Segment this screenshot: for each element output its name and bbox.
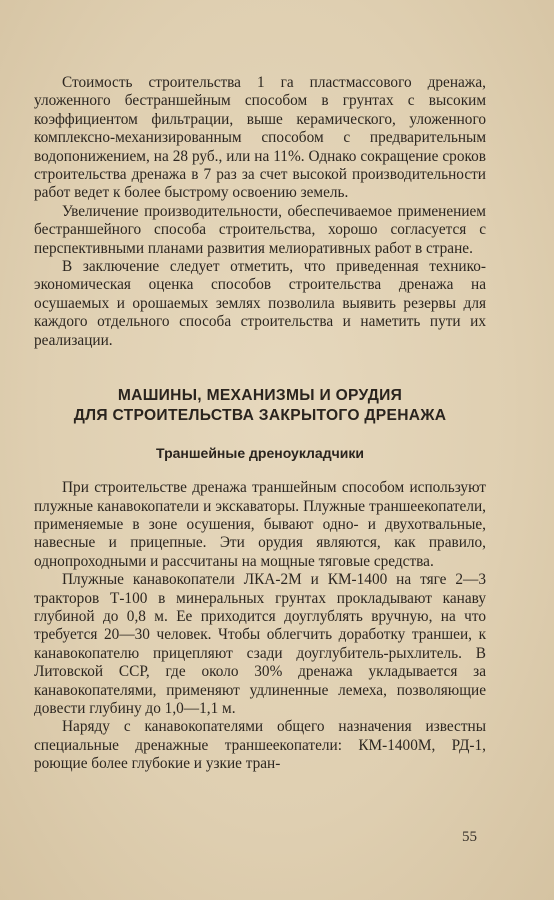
section-heading-line-1: МАШИНЫ, МЕХАНИЗМЫ И ОРУДИЯ: [117, 387, 403, 405]
paragraph-special-trenchers: Наряду с канавокопателями общего назначения известны специальные дренажные траншеекопатели: КМ-1400М, РД-1, роющие более глубокие и узкие тран-: [34, 718, 486, 773]
section-heading-line-2: ДЛЯ СТРОИТЕЛЬСТВА ЗАКРЫТОГО ДРЕНАЖА: [73, 407, 447, 425]
subsection-spacer-bottom: [34, 462, 486, 479]
paragraph-trench-method: При строительстве дренажа траншейным способом используют плужные канавокопатели и экскаваторы. Плужные траншеекопатели, применяемые в зоне осушения, бывают одно- и двухотвальные, навесные и прицепные. Эти орудия являются, как правило, однопроходными и рассчитаны на мощные тяговые средства.: [34, 479, 486, 570]
paragraph-conclusion: В заключение следует отметить, что приведенная технико-экономическая оценка способов строительства дренажа на осушаемых и орошаемых землях позволила выявить резервы для каждого отдельного способа строительства и наметить пути их реализации.: [34, 258, 486, 349]
paragraph-productivity: Увеличение производительности, обеспечиваемое применением бестраншейного способа строительства, хорошо согласуется с перспективными планами развития мелиоративных работ в стране.: [34, 202, 486, 257]
section-heading: [34, 386, 486, 426]
text-column: [34, 74, 486, 774]
paragraph-ditchers: Плужные канавокопатели ЛКА-2М и КМ-1400 на тяге 2—3 тракторов Т-100 в минеральных грунтах прокладывают канаву глубиной до 0,8 м. Ее приходится доуглублять вручную, на что требуется 20—30 человек. Чтобы облегчить доработку траншеи, к канавокопателю прицепляют сзади доуглубитель-рыхлитель. В Литовской ССР, где около 30% дренажа укладывается за канавокопателями, применяют удлиненные лемеха, позволяющие довести глубину до 1,0—1,1 м.: [34, 571, 486, 717]
page-number: 55: [462, 829, 477, 845]
subsection-heading: Траншейные дреноукладчики: [156, 445, 364, 462]
section-spacer: [34, 350, 486, 386]
paragraph-cost: Стоимость строительства 1 га пластмассового дренажа, уложенного бестраншейным способом в грунтах с высоким коэффициентом фильтрации, выше керамического, уложенного комплексно-механизированным способом с предварительным водопонижением, на 28 руб., или на 11%. Однако сокращение сроков строительства дренажа в 7 раз за счет высокой производительности работ ведет к более быстрому освоению земель.: [34, 74, 486, 202]
subsection-spacer-top: [34, 426, 486, 444]
